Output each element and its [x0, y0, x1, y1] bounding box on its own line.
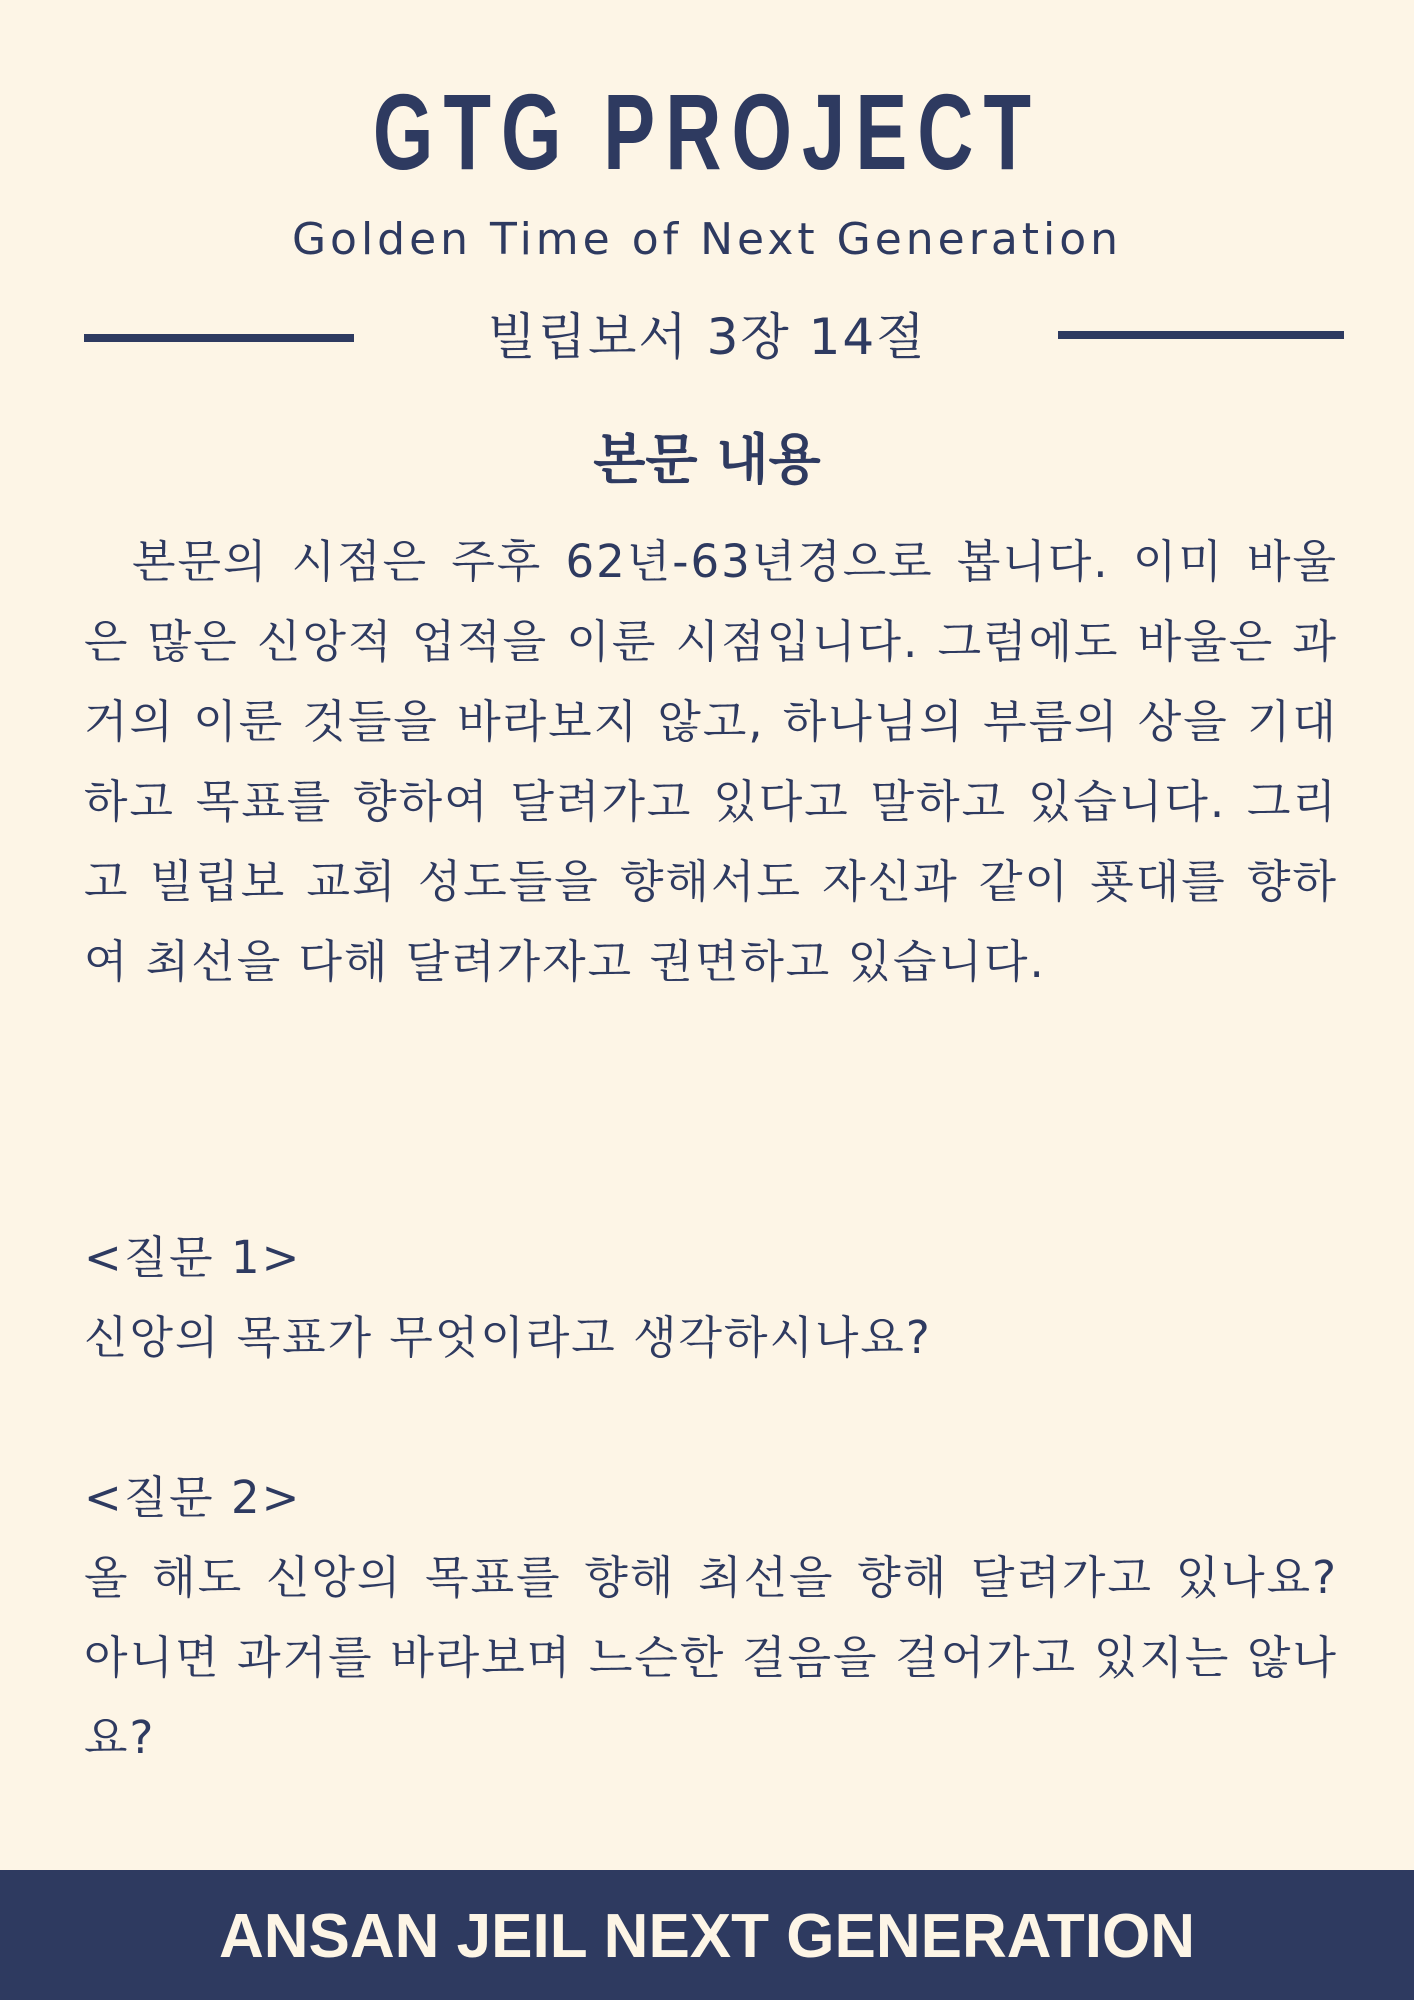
- section-heading: 본문 내용: [593, 428, 821, 491]
- body-paragraph: 본문의 시점은 주후 62년-63년경으로 봅니다. 이미 바울은 많은 신앙적 업적을 이룬 시점입니다. 그럼에도 바울은 과거의 이룬 것들을 바라보지 않고, 하나님의 부름의 상을 기대하고 목표를 향하여 달려가고 있다고 말하고 있습니다. 그리고 빌립보 교회 성도들을 향해서도 자신과 같이 푯대를 향하여 최선을 다해 달려가자고 권면하고 있습니다.: [84, 535, 1338, 988]
- footer-text: ANSAN JEIL NEXT GENERATION: [218, 1902, 1196, 1971]
- divider-right: [1058, 331, 1344, 339]
- question-2-text: 올 해도 신앙의 목표를 향해 최선을 향해 달려가고 있나요? 아니면 과거를 바라보며 느슨한 걸음을 걸어가고 있지는 않나요?: [84, 1551, 1338, 1764]
- footer-banner: [0, 1870, 1414, 2000]
- page-subtitle: Golden Time of Next Generation: [291, 214, 1123, 265]
- page-title: GTG PROJECT: [372, 71, 1042, 192]
- question-2-label: <질문 2>: [84, 1471, 302, 1524]
- scripture-reference: 빌립보서 3장 14절: [487, 308, 927, 366]
- question-1-text: 신앙의 목표가 무엇이라고 생각하시나요?: [84, 1311, 932, 1364]
- question-1-label: <질문 1>: [84, 1231, 302, 1284]
